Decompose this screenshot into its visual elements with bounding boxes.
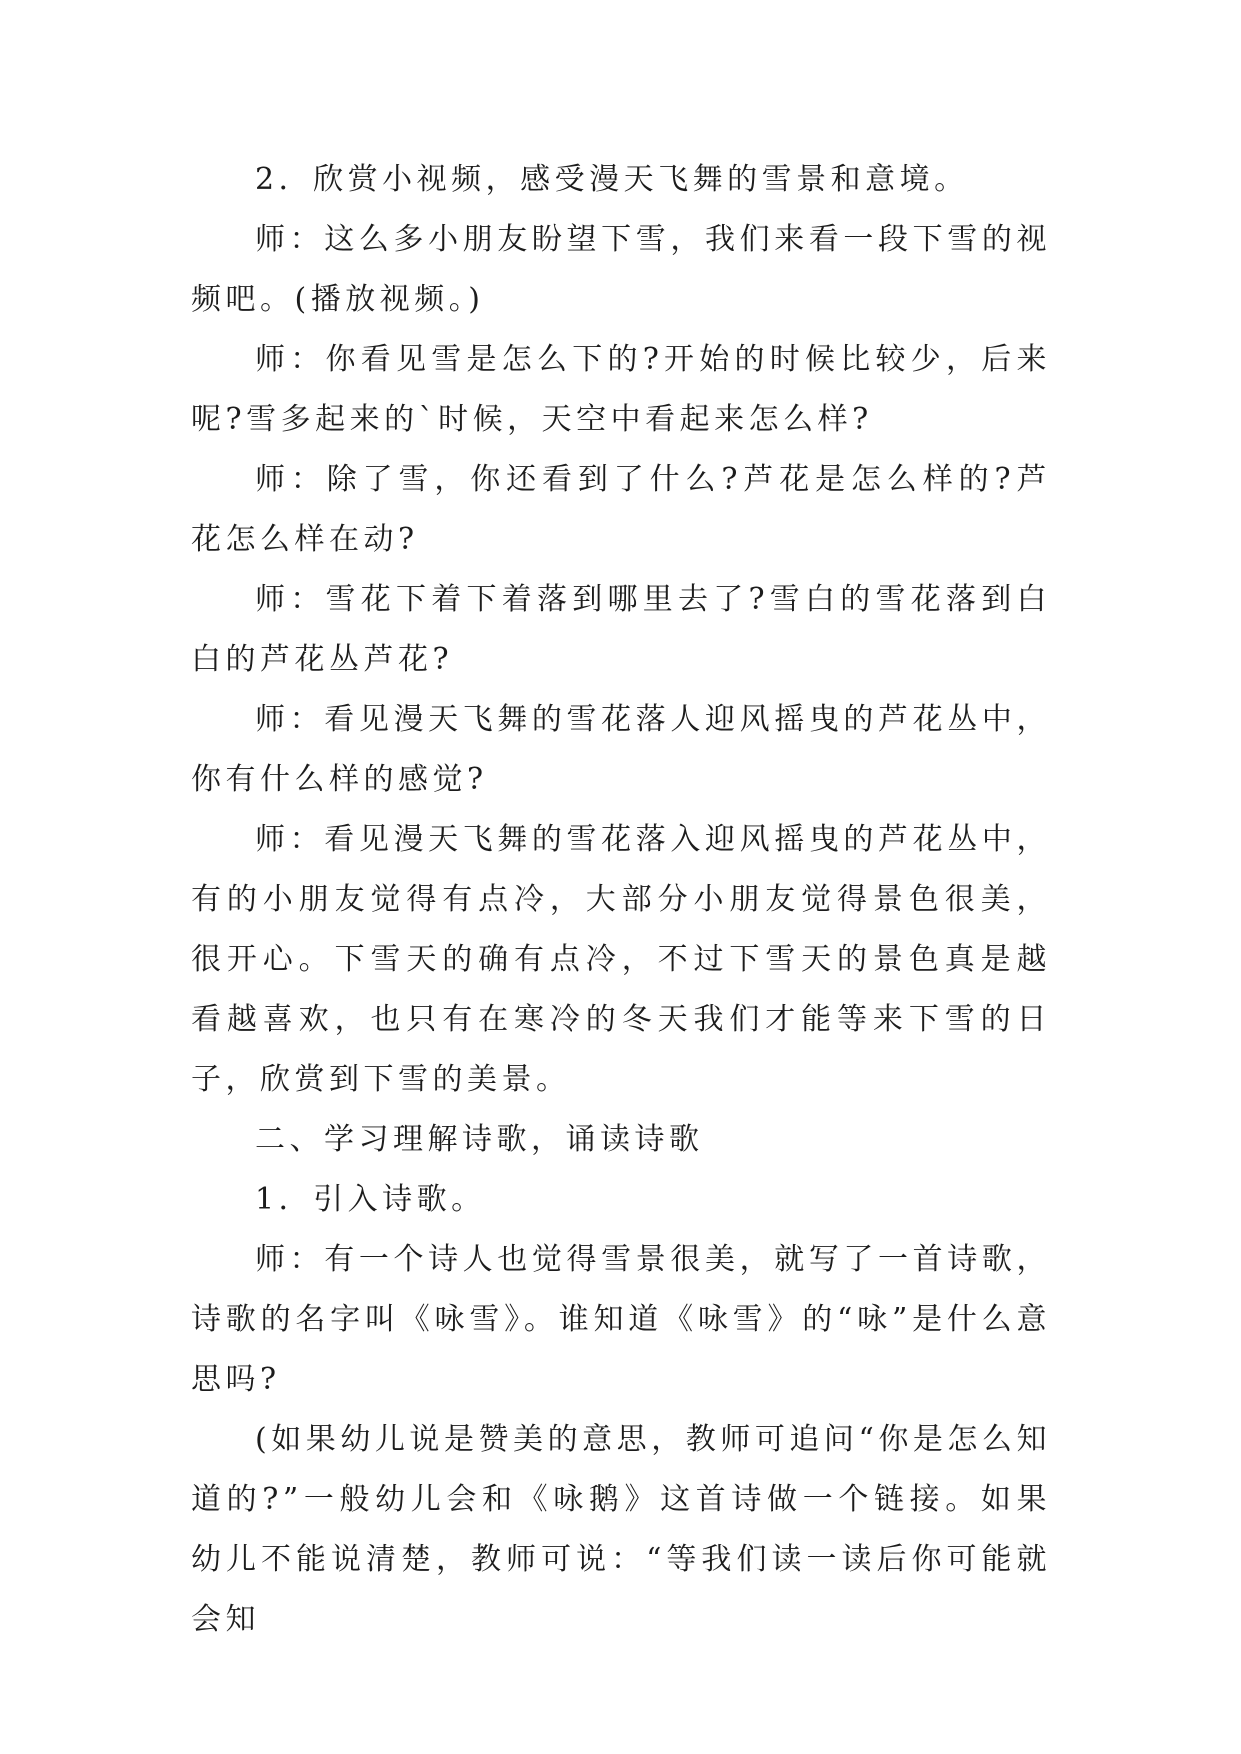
document-body [191,150,1051,1650]
paragraph-teacher-poem-name: 师：有一个诗人也觉得雪景很美，就写了一首诗歌，诗歌的名字叫《咏雪》。谁知道《咏雪》的“咏”是什么意思吗? [191,1242,1051,1397]
paragraph-introduce-poem-heading: 1．引入诗歌。 [255,1182,486,1217]
section-heading-learn-poem: 二、学习理解诗歌，诵读诗歌 [255,1122,704,1157]
paragraph-teaching-note: (如果幼儿说是赞美的意思，教师可追问“你是怎么知道的?”一般幼儿会和《咏鹅》这首诗做一个链接。如果幼儿不能说清楚，教师可说：“等我们读一读后你可能就会知 [191,1422,1051,1637]
paragraph-teacher-feeling-question: 师：看见漫天飞舞的雪花落人迎风摇曳的芦花丛中，你有什么样的感觉? [191,702,1051,797]
paragraph-teacher-summary: 师：看见漫天飞舞的雪花落入迎风摇曳的芦花丛中，有的小朋友觉得有点冷，大部分小朋友觉得景色很美，很开心。下雪天的确有点冷，不过下雪天的景色真是越看越喜欢，也只有在寒冷的冬天我们才能等来下雪的日子，欣赏到下雪的美景。 [191,822,1051,1097]
paragraph-section-2-heading: 2．欣赏小视频，感受漫天飞舞的雪景和意境。 [255,162,969,197]
paragraph-teacher-reed-flowers: 师：除了雪，你还看到了什么?芦花是怎么样的?芦花怎么样在动? [191,462,1051,557]
paragraph-teacher-where-snow-lands: 师：雪花下着下着落到哪里去了?雪白的雪花落到白白的芦花丛芦花? [191,582,1051,677]
paragraph-teacher-video-intro: 师：这么多小朋友盼望下雪，我们来看一段下雪的视频吧。(播放视频。) [191,222,1051,317]
paragraph-teacher-how-snow-falls: 师：你看见雪是怎么下的?开始的时候比较少，后来呢?雪多起来的`时候，天空中看起来怎么样? [191,342,1051,437]
